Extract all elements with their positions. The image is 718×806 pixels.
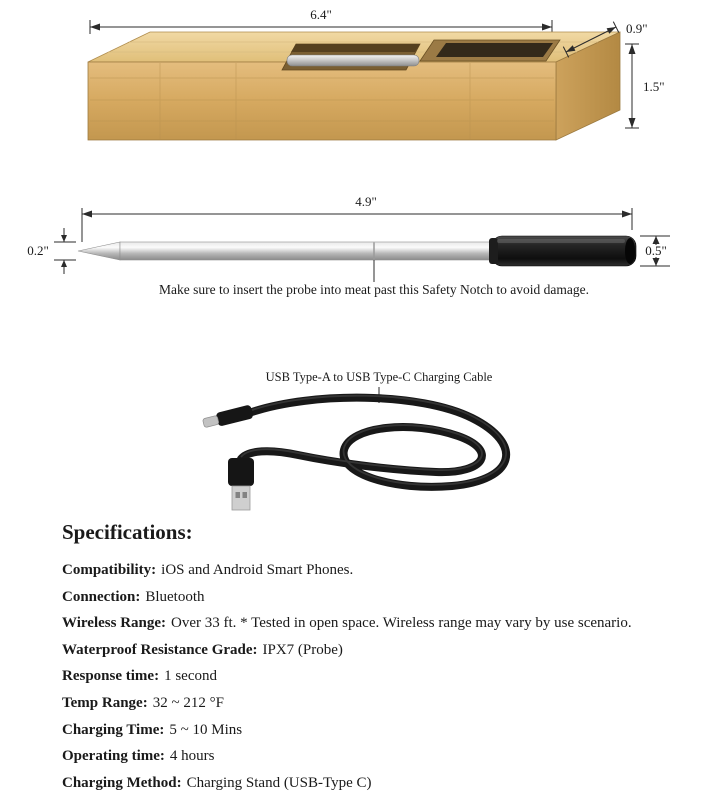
cable-label: USB Type-A to USB Type-C Charging Cable: [265, 370, 493, 384]
usb-a-connector: [228, 458, 254, 510]
spec-value: iOS and Android Smart Phones.: [161, 562, 354, 578]
probe-tip: [78, 242, 120, 260]
spec-label: Connection:: [62, 588, 141, 605]
spec-row-waterproof: [62, 637, 682, 664]
probe-handle-endcap: [625, 238, 635, 264]
spec-value: 5 ~ 10 Mins: [169, 721, 243, 738]
spec-row-response-time: [62, 663, 682, 690]
probe-tip-dimension: [54, 228, 76, 274]
stand-front-face: [88, 62, 556, 140]
spec-row-compatibility: [62, 557, 682, 584]
stand-depth-label: 0.9": [626, 21, 648, 36]
spec-label: Charging Method:: [62, 774, 182, 791]
spec-label: Operating time:: [62, 748, 165, 765]
probe-handle-collar: [489, 238, 498, 264]
probe-handle-highlight: [497, 239, 625, 243]
spec-value: Bluetooth: [145, 588, 205, 605]
spec-label: Waterproof Resistance Grade:: [62, 641, 258, 658]
spec-label: Wireless Range:: [62, 615, 167, 632]
spec-row-connection: [62, 584, 682, 611]
spec-label: Compatibility:: [62, 562, 157, 578]
spec-row-charging-time: [62, 717, 682, 744]
spec-row-operating-time: [62, 743, 682, 770]
stand-probe-slot-shadow: [291, 44, 420, 52]
charging-stand-image: [0, 0, 718, 178]
spec-label: Charging Time:: [62, 721, 165, 738]
spec-label: Temp Range:: [62, 694, 148, 711]
spec-value: 1 second: [164, 668, 217, 685]
stand-height-label: 1.5": [643, 79, 665, 94]
specifications-section: [62, 520, 682, 796]
stand-height-dimension: [625, 44, 639, 128]
probe-length-label: 4.9": [355, 194, 377, 209]
probe-shaft: [120, 242, 492, 260]
stand-width-label: 6.4": [310, 7, 332, 22]
spec-label: Response time:: [62, 668, 160, 685]
specifications-heading: Specifications:: [62, 520, 193, 544]
spec-row-temp-range: [62, 690, 682, 717]
probe-image: [0, 190, 718, 320]
cable-image: [0, 368, 718, 518]
spec-value: IPX7 (Probe): [262, 641, 343, 658]
spec-value: Charging Stand (USB-Type C): [186, 774, 372, 791]
spec-value: 4 hours: [169, 748, 215, 765]
spec-value: Over 33 ft. * Tested in open space. Wireless range may vary by use scenario.: [171, 615, 632, 632]
spec-row-wireless-range: [62, 610, 682, 637]
spec-value: 32 ~ 212 °F: [152, 694, 224, 711]
probe-in-stand: [287, 55, 419, 66]
stand-cutout-hole: [436, 43, 553, 57]
usb-c-connector: [202, 404, 254, 430]
safety-notch-note: Make sure to insert the probe into meat past this Safety Notch to avoid damage.: [158, 282, 590, 297]
spec-row-charging-method: [62, 770, 682, 797]
probe-tip-label: 0.2": [27, 243, 49, 258]
probe-handle-label: 0.5": [645, 243, 667, 258]
cable-cord: [241, 398, 506, 487]
